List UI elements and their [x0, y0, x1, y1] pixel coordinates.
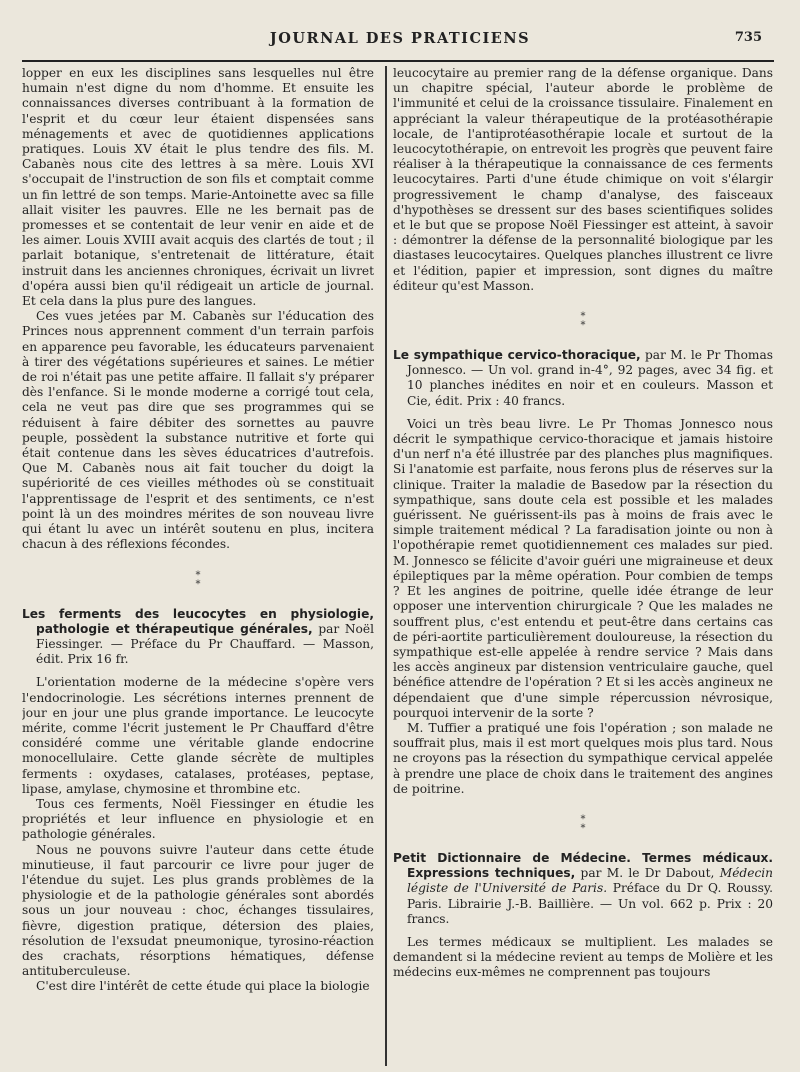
right-column [393, 66, 773, 1066]
review-title: Petit Dictionnaire de Médecine. Termes médicaux. Expressions techniques, [393, 850, 773, 881]
review-heading [393, 348, 773, 409]
separator-star: * [580, 320, 586, 332]
left-column [22, 66, 374, 1066]
review-paragraph: Nous ne pouvons suivre l'auteur dans cette étude minutieuse, il faut parcourir ce livre pour juger de l'étendue du sujet. Les plus grands problèmes de la physiologie et de la pathologie générales sont abordés sous un jour nouveau : choc, échanges tissulaires, fièvre, digestion pratique, détersion des plaies, résolution de l'exsudat pneumonique, tyrosino-réaction des crachats, résorptions hématiques, défense antituberculeuse. [22, 842, 374, 979]
separator-star: * [580, 822, 586, 834]
review-title: Les ferments des leucocytes en physiologie, pathologie et thérapeutique générales, [22, 606, 374, 636]
review-meta: Préface du Dr Q. Roussy. Paris. Librairie J.-B. Baillière. — Un vol. 662 p. Prix : 20 francs. [407, 881, 773, 926]
review-meta: par Noël Fiessinger. — Préface du Pr Chauffard. — Masson, édit. Prix 16 fr. [36, 621, 374, 667]
section-separator [393, 312, 773, 330]
header-rule [22, 60, 774, 62]
page-number: 735 [734, 30, 762, 45]
column-divider [385, 66, 387, 1066]
review-paragraph: C'est dire l'intérêt de cette étude qui place la biologie [36, 979, 370, 994]
separator-star: * [580, 311, 586, 323]
review-paragraph: Tous ces ferments, Noël Fiessinger en étudie les propriétés et leur influence en physiologie et en pathologie générales. [22, 796, 374, 842]
separator-star: * [580, 813, 586, 825]
review-meta-italic: Médecin légiste de l'Université de Paris. [407, 866, 773, 896]
review-paragraph: M. Tuffier a pratiqué une fois l'opération ; son malade ne souffrait plus, mais il est mort quelques mois plus tard. Nous ne croyons pas la résection du sympathique cervical appelée à prendre une place de choix dans le traitement des angines de poitrine. [393, 720, 773, 796]
review-paragraph: Les termes médicaux se multiplient. Les malades se demandent si la médecine revient au temps de Molière et les médecins eux-mêmes ne comprennent pas toujours [393, 934, 773, 980]
review-meta: par M. le Pr Thomas Jonnesco. — Un vol. grand in-4°, 92 pages, avec 34 fig. et 10 planches inédites en noir et en couleurs. Masson et Cie, édit. Prix : 40 francs. [407, 348, 773, 408]
section-separator [393, 815, 773, 833]
review-heading [22, 607, 374, 668]
continued-paragraph: leucocytaire au premier rang de la défense organique. Dans un chapitre spécial, l'auteur aborde le problème de l'immunité et celui de la croissance tissulaire. Finalement en appréciant la valeur thérapeutique de la protéasothérapie locale, de l'antiprotéasothérapie locale et surtout de la leucocytothérapie, on entrevoit les progrès que peuvent faire réaliser à la thérapeutique la connaissance de ces ferments leucocytaires. Parti d'une étude chimique on voit s'élargir progressivement le champ d'analyse, des faisceaux d'hypothèses se dressent sur des bases scientifiques solides et le but que se propose Noël Fiessinger est atteint, à savoir : démontrer la défense de la personnalité biologique par les diastases leucocytaires. Quelques planches illustrent ce livre et l'édition, papier et impression, sont dignes du maître éditeur qu'est Masson. [393, 66, 773, 293]
journal-title: JOURNAL DES PRATICIENS [269, 30, 531, 47]
review-title: Le sympathique cervico-thoracique, [393, 348, 641, 363]
intro-paragraph: Ces vues jetées par M. Cabanès sur l'éducation des Princes nous apprennent comment d'un terrain parfois en apparence peu favorable, les éducateurs parvenaient à tirer des végétations supérieures et saines. Le métier de roi n'était pas une petite affaire. Il fallait s'y préparer dès l'enfance. Si le monde moderne a corrigé tout cela, cela ne veut pas dire que ses programmes qui se réduisent à faire débiter des sornettes au pauvre peuple, possèdent la substance nutritive et forte qui était contenue dans les sèves éducatrices d'autrefois. Que M. Cabanès nous ait fait toucher du doigt la supériorité de ces vieilles méthodes où se constituait l'apprentissage de l'esprit et des sentiments, ce n'est point là un des moindres mérites de son nouveau livre qui étant lu avec un intérêt soutenu en plus, incitera chacun à des réflexions fécondes. [22, 309, 374, 552]
review-paragraph: L'orientation moderne de la médecine s'opère vers l'endocrinologie. Les sécrétions internes prennent de jour en jour une plus grande importance. Le leucocyte mérite, comme l'écrit justement le Pr Chauffard d'être considéré comme une véritable glande endocrine monocellulaire. Cette glande sécrète de multiples ferments : oxydases, catalases, protéases, peptase, lipase, amylase, chymosine et thrombine etc. [22, 675, 374, 796]
separator-star: * [195, 578, 201, 590]
intro-paragraph: lopper en eux les disciplines sans lesquelles nul être humain n'est digne du nom d'homme. Et ensuite les connaissances diverses contribuant à la formation de l'esprit et du cœur leur étaient dispensées sans ménagements et avec de quotidiennes applications pratiques. Louis XV était le plus tendre des fils. M. Cabanès nous cite des lettres à sa mère. Louis XVI s'occupait de l'instruction de son fils et comptait comme un fin lettré de son temps. Marie-Antoinette avec sa fille allait visiter les pauvres. Elle ne les bernait pas de promesses et se contentait de leur venir en aide et de les aimer. Louis XVIII avait acquis des clartés de tout ; il parlait botanique, s'entretenait de littérature, était instruit dans les anciennes chroniques, écrivait un livret d'opéra aussi bien qu'il rédigeait un article de journal. Et cela dans la plus pure des langues. [22, 66, 374, 309]
review-heading [393, 851, 773, 927]
review-meta: par M. le Dr Dabout, [580, 866, 715, 881]
separator-star: * [195, 569, 201, 581]
running-head [0, 30, 800, 52]
review-paragraph: Voici un très beau livre. Le Pr Thomas Jonnesco nous décrit le sympathique cervico-thoracique et jamais histoire d'un nerf n'a été illustrée par des planches plus magnifiques. Si l'anatomie est parfaite, nous ferons plus de réserves sur la clinique. Traiter la maladie de Basedow par la résection du sympathique, sans doute cela est possible et les malades guérissent. Ne guérissent-ils pas à moins de frais avec le simple traitement médical ? La faradisation jointe ou non à l'opothérapie remet quotidiennement ces malades sur pied. M. Jonnesco se félicite d'avoir guéri une migraineuse et deux épileptiques par la même opération. Pour combien de temps ? Et les angines de poitrine, quelle idée étrange de leur opposer une intervention chirurgicale ? Que les malades ne souffrent plus, c'est entendu et peut-être dans certains cas de péri-aortite particulièrement douloureuse, la résection du sympathique est-elle appelée à rendre service ? Mais dans les accès angineux par distension ventriculaire gauche, quel bénéfice attendre de l'opération ? Et si les accès angineux ne dépendaient que d'une simple répercussion névrosique, pourquoi intervenir de la sorte ? [393, 416, 773, 720]
section-separator [22, 571, 374, 589]
